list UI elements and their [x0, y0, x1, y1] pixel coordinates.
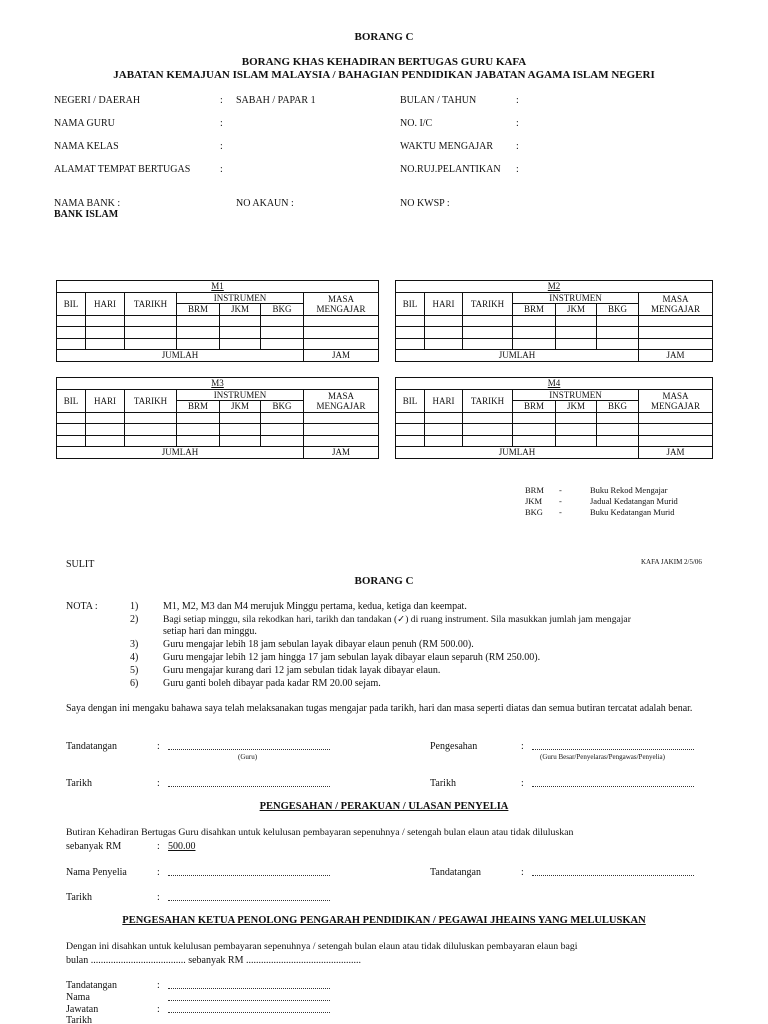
- form-ref: KAFA JAKIM 2/5/06: [641, 558, 702, 566]
- col-hari: HARI: [425, 292, 463, 315]
- form-subtitle: JABATAN KEMAJUAN ISLAM MALAYSIA / BAHAGIAN PENDIDIKAN JABATAN AGAMA ISLAM NEGERI: [113, 69, 655, 81]
- nama-guru-colon: :: [220, 118, 223, 129]
- col-brm: BRM: [177, 401, 220, 413]
- col-bil: BIL: [396, 292, 425, 315]
- section-title-ketua: PENGESAHAN KETUA PENOLONG PENGARAH PENDIDIKAN / PEGAWAI JHEAINS YANG MELULUSKAN: [122, 915, 646, 926]
- nama-penyelia-label: Nama Penyelia: [66, 867, 127, 878]
- tarikh-label: Tarikh: [66, 778, 92, 789]
- akaun-label: NO AKAUN :: [236, 198, 294, 209]
- kwsp-label: NO KWSP :: [400, 198, 450, 209]
- legend-code: JKM: [525, 496, 543, 506]
- note-num: 1): [130, 601, 139, 612]
- form-title: BORANG KHAS KEHADIRAN BERTUGAS GURU KAFA: [241, 56, 527, 68]
- signature-line-guru[interactable]: [168, 741, 330, 750]
- colon: :: [157, 841, 160, 852]
- section2-text: Butiran Kehadiran Bertugas Guru disahkan untuk kelulusan pembayaran sepenuhnya / setengah bulan elaun atau tidak diluluskan: [66, 827, 574, 838]
- jam-label[interactable]: JAM: [304, 350, 379, 362]
- signature-line-penyelia[interactable]: [532, 867, 694, 876]
- col-instrumen: INSTRUMEN: [177, 292, 304, 304]
- legend-desc: Buku Rekod Mengajar: [590, 485, 668, 495]
- note-num: 4): [130, 652, 139, 663]
- note-text: Guru mengajar lebih 12 jam hingga 17 jam sebulan layak dibayar elaun separuh (RM 250.00).: [163, 652, 541, 663]
- date-line-penyelia[interactable]: [168, 892, 330, 901]
- colon: :: [521, 867, 524, 878]
- nama-line-ketua[interactable]: [168, 992, 330, 1001]
- amount-value[interactable]: 500.00: [168, 841, 196, 852]
- colon: :: [157, 778, 160, 789]
- tandatangan-label: Tandatangan: [430, 867, 481, 878]
- declaration-text: Saya dengan ini mengaku bahawa saya telah melaksanakan tugas mengajar pada tarikh, hari dan masa seperti diatas dan semua butiran tercatat adalah benar.: [66, 703, 693, 714]
- tandatangan-label: Tandatangan: [66, 980, 117, 991]
- jumlah-label: JUMLAH: [57, 447, 304, 459]
- col-masa: MASA MENGAJAR: [304, 389, 379, 412]
- note-num: 3): [130, 639, 139, 650]
- table-row[interactable]: [57, 424, 379, 436]
- col-jkm: JKM: [220, 401, 261, 413]
- table-row[interactable]: [396, 327, 713, 339]
- table-row[interactable]: [57, 412, 379, 424]
- colon: :: [157, 980, 160, 991]
- col-instrumen: INSTRUMEN: [513, 389, 639, 401]
- col-bil: BIL: [57, 389, 86, 412]
- waktu-colon: :: [516, 141, 519, 152]
- section3-text: Dengan ini disahkan untuk kelulusan pembayaran sepenuhnya / setengah bulan elaun atau tidak diluluskan pembayaran elaun bagi: [66, 941, 578, 952]
- note-num: 2): [130, 614, 139, 625]
- week-title-m3: M3: [57, 378, 379, 390]
- note-text: Bagi setiap minggu, sila rekodkan hari, tarikh dan tandakan (✓) di ruang instrument. Sila masukkan jumlah jam mengajar: [163, 614, 631, 625]
- table-row[interactable]: [396, 424, 713, 436]
- legend-code: BKG: [525, 507, 543, 517]
- table-row[interactable]: [57, 315, 379, 327]
- legend-code: BRM: [525, 485, 544, 495]
- col-tarikh: TARIKH: [125, 389, 177, 412]
- colon: :: [157, 892, 160, 903]
- col-jkm: JKM: [220, 304, 261, 316]
- week-title-m1: M1: [57, 281, 379, 293]
- col-hari: HARI: [86, 292, 125, 315]
- negeri-value[interactable]: SABAH / PAPAR 1: [236, 95, 316, 106]
- jam-label[interactable]: JAM: [639, 350, 713, 362]
- note-text: Guru mengajar lebih 18 jam sebulan layak dibayar elaun penuh (RM 500.00).: [163, 639, 474, 650]
- colon: :: [157, 741, 160, 752]
- col-masa: MASA MENGAJAR: [639, 389, 713, 412]
- col-bkg: BKG: [597, 401, 639, 413]
- week-table-m4: [395, 377, 713, 459]
- col-brm: BRM: [513, 304, 556, 316]
- note-text: M1, M2, M3 dan M4 merujuk Minggu pertama, kedua, ketiga dan keempat.: [163, 601, 467, 612]
- alamat-label: ALAMAT TEMPAT BERTUGAS: [54, 164, 191, 175]
- signature-line-pengesahan[interactable]: [532, 741, 694, 750]
- bulan-colon: :: [516, 95, 519, 106]
- negeri-colon: :: [220, 95, 223, 106]
- col-bkg: BKG: [597, 304, 639, 316]
- pengesahan-label: Pengesahan: [430, 741, 478, 752]
- nama-label: Nama: [66, 992, 90, 1003]
- table-row[interactable]: [57, 435, 379, 447]
- form-code-title: BORANG C: [354, 31, 414, 43]
- jumlah-label: JUMLAH: [396, 447, 639, 459]
- ic-label: NO. I/C: [400, 118, 433, 129]
- col-hari: HARI: [86, 389, 125, 412]
- note-num: 6): [130, 678, 139, 689]
- ruj-colon: :: [516, 164, 519, 175]
- col-tarikh: TARIKH: [463, 389, 513, 412]
- tarikh-label: Tarikh: [66, 892, 92, 903]
- col-brm: BRM: [513, 401, 556, 413]
- colon: :: [157, 1004, 160, 1015]
- table-row[interactable]: [396, 338, 713, 350]
- legend-dash: -: [559, 485, 562, 495]
- nama-penyelia-line[interactable]: [168, 867, 330, 876]
- jam-label[interactable]: JAM: [304, 447, 379, 459]
- jumlah-label: JUMLAH: [57, 350, 304, 362]
- section-title-penyelia: PENGESAHAN / PERAKUAN / ULASAN PENYELIA: [259, 801, 509, 812]
- col-brm: BRM: [177, 304, 220, 316]
- nama-guru-label: NAMA GURU: [54, 118, 115, 129]
- table-row[interactable]: [57, 327, 379, 339]
- tandatangan-label: Tandatangan: [66, 741, 117, 752]
- col-bil: BIL: [57, 292, 86, 315]
- bulan-label: BULAN / TAHUN: [400, 95, 477, 106]
- week-table-m2: [395, 280, 713, 362]
- ruj-label: NO.RUJ.PELANTIKAN: [400, 164, 501, 175]
- col-instrumen: INSTRUMEN: [177, 389, 304, 401]
- legend-dash: -: [559, 507, 562, 517]
- negeri-label: NEGERI / DAERAH: [54, 95, 141, 106]
- week-table-m1: [56, 280, 379, 362]
- note-num: 5): [130, 665, 139, 676]
- jawatan-line-ketua[interactable]: [168, 1004, 330, 1013]
- colon: :: [157, 867, 160, 878]
- tarikh-label: Tarikh: [430, 778, 456, 789]
- table-row[interactable]: [396, 412, 713, 424]
- note-text: setiap hari dan minggu.: [163, 626, 257, 637]
- nota-label: NOTA :: [66, 601, 98, 612]
- date-line-pengesahan[interactable]: [532, 778, 694, 787]
- note-text: Guru ganti boleh dibayar pada kadar RM 20.00 sejam.: [163, 678, 381, 689]
- jam-label[interactable]: JAM: [639, 447, 713, 459]
- legend-desc: Jadual Kedatangan Murid: [590, 496, 678, 506]
- colon: :: [521, 741, 524, 752]
- jumlah-label: JUMLAH: [396, 350, 639, 362]
- col-bkg: BKG: [261, 304, 304, 316]
- bank-value[interactable]: BANK ISLAM: [54, 209, 119, 220]
- sulit-label: SULIT: [66, 559, 95, 570]
- col-tarikh: TARIKH: [125, 292, 177, 315]
- col-bkg: BKG: [261, 401, 304, 413]
- ic-colon: :: [516, 118, 519, 129]
- nama-kelas-label: NAMA KELAS: [54, 141, 119, 152]
- colon: :: [521, 778, 524, 789]
- col-masa: MASA MENGAJAR: [639, 292, 713, 315]
- col-bil: BIL: [396, 389, 425, 412]
- table-row[interactable]: [396, 315, 713, 327]
- col-hari: HARI: [425, 389, 463, 412]
- jawatan-label: Jawatan: [66, 1004, 99, 1015]
- alamat-colon: :: [220, 164, 223, 175]
- page2-form-code: BORANG C: [354, 575, 414, 587]
- table-row[interactable]: [396, 435, 713, 447]
- guru-caption: (Guru): [238, 753, 258, 761]
- date-line-guru[interactable]: [168, 778, 330, 787]
- signature-line-ketua[interactable]: [168, 980, 330, 989]
- tarikh-label: Tarikh: [66, 1015, 92, 1024]
- note-text: Guru mengajar kurang dari 12 jam sebulan tidak layak dibayar elaun.: [163, 665, 441, 676]
- bank-label: NAMA BANK :: [54, 198, 121, 209]
- week-title-m4: M4: [396, 378, 713, 390]
- col-jkm: JKM: [556, 304, 597, 316]
- pengesahan-caption: (Guru Besar/Penyelaras/Pengawas/Penyelia): [540, 753, 665, 761]
- table-row[interactable]: [57, 338, 379, 350]
- week-title-m2: M2: [396, 281, 713, 293]
- sebanyak-label: sebanyak RM: [66, 841, 122, 852]
- col-jkm: JKM: [556, 401, 597, 413]
- col-masa: MASA MENGAJAR: [304, 292, 379, 315]
- section3-text-line2: bulan ...................................... sebanyak RM ..............................................: [66, 955, 361, 966]
- col-instrumen: INSTRUMEN: [513, 292, 639, 304]
- week-table-m3: [56, 377, 379, 459]
- waktu-label: WAKTU MENGAJAR: [400, 141, 494, 152]
- legend-desc: Buku Kedatangan Murid: [590, 507, 675, 517]
- col-tarikh: TARIKH: [463, 292, 513, 315]
- legend-dash: -: [559, 496, 562, 506]
- nama-kelas-colon: :: [220, 141, 223, 152]
